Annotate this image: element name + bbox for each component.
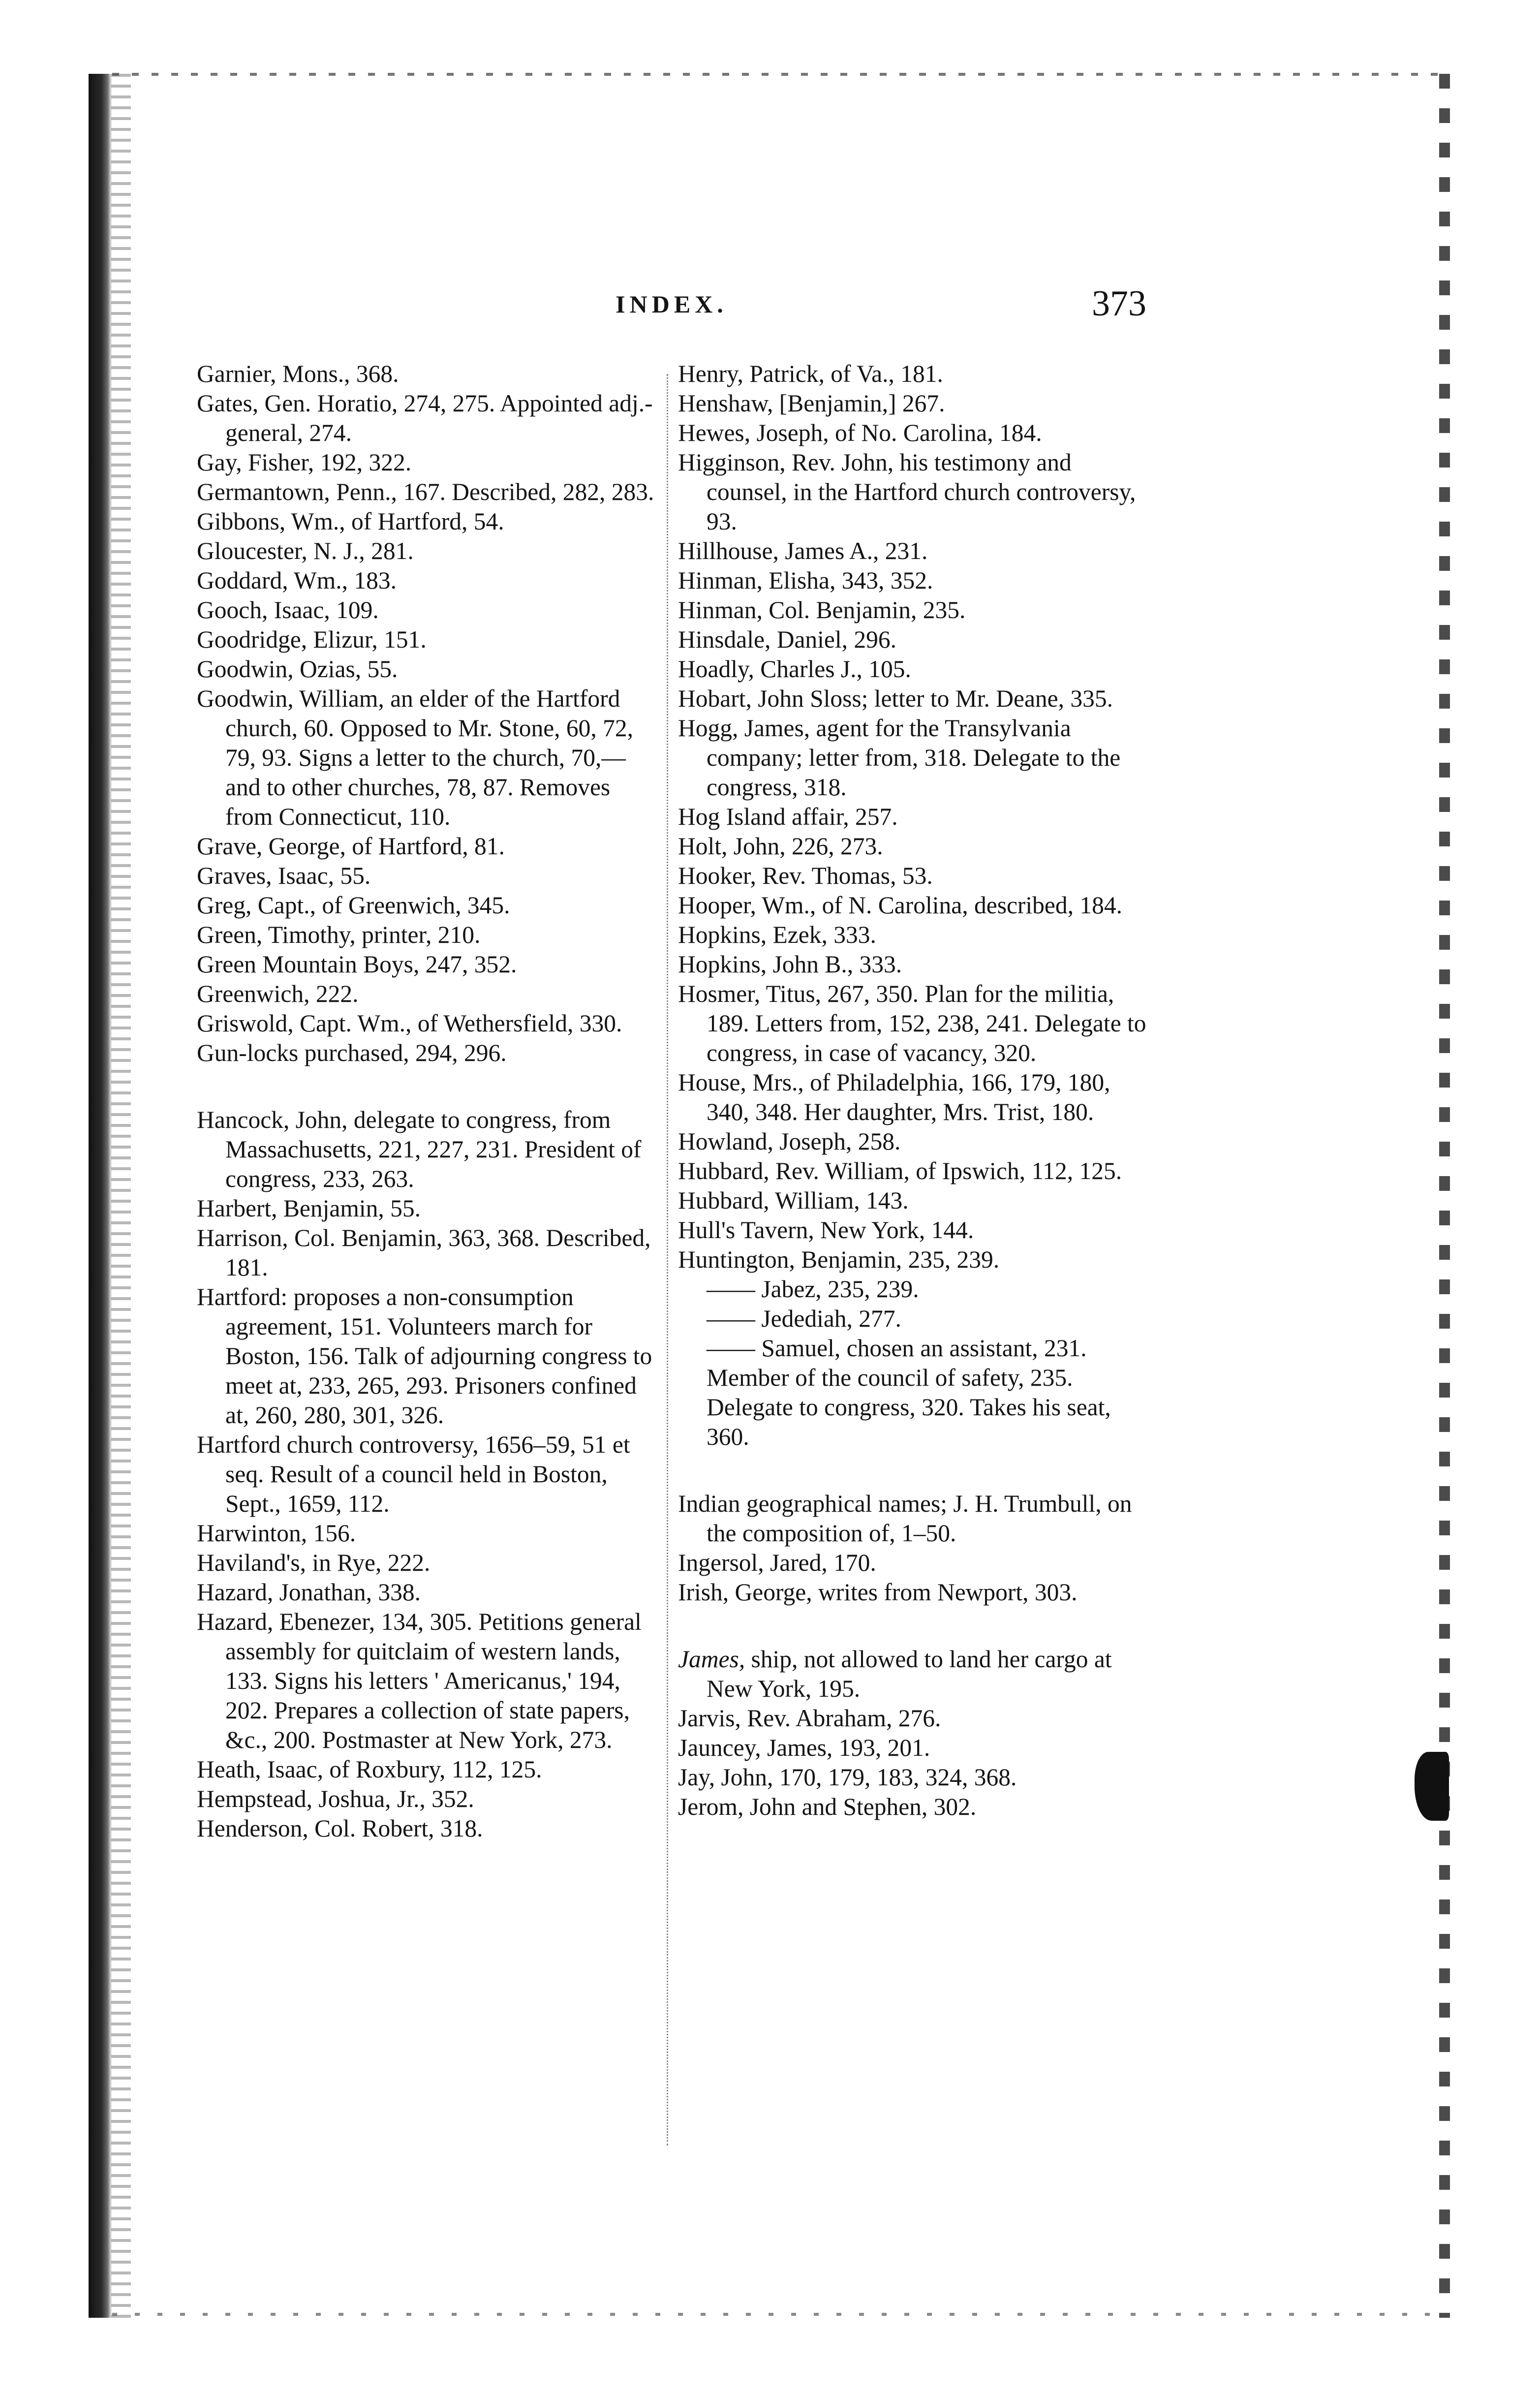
index-column-left [197,359,657,1843]
index-entry: Harbert, Benjamin, 55. [197,1195,421,1222]
index-entry: Howland, Joseph, 258. [678,1128,901,1155]
scan-binding-fray [111,74,131,2318]
index-entry: —— Jabez, 235, 239. [707,1276,919,1303]
index-entry: Hopkins, John B., 333. [678,951,902,978]
index-entry: Hobart, John Sloss; letter to Mr. Deane, 335. [678,685,1113,712]
scan-right-edge [1439,74,1450,2318]
index-entry: Hartford church controversy, 1656–59, 51 et seq. Result of a council held in Boston, Sept., 1659, 112. [197,1431,630,1517]
index-entry: Germantown, Penn., 167. Described, 282, 283. [197,478,654,505]
index-entry: Hazard, Jonathan, 338. [197,1579,421,1606]
index-entry: Hazard, Ebenezer, 134, 305. Petitions general assembly for quitclaim of western lands, 133. Signs his letters ' Americanus,' 194, 202. Prepares a collection of state papers, &c., 200. Postmaster at New York, 273. [197,1608,642,1753]
index-column-right [678,359,1150,1822]
index-entry: Jauncey, James, 193, 201. [678,1734,930,1761]
index-entry: Indian geographical names; J. H. Trumbull, on the composition of, 1–50. [678,1490,1132,1547]
ink-blot-mark [1415,1752,1449,1821]
index-entry: Grave, George, of Hartford, 81. [197,833,505,860]
index-entry: Gun-locks purchased, 294, 296. [197,1039,507,1066]
index-entry: Hopkins, Ezek, 333. [678,921,876,948]
index-entry: Harwinton, 156. [197,1520,356,1547]
index-entry-james [678,1645,1150,1704]
index-entry: Holt, John, 226, 273. [678,833,883,860]
index-entry: Green, Timothy, printer, 210. [197,921,481,948]
page-header [197,283,1146,327]
index-entry: Jay, John, 170, 179, 183, 324, 368. [678,1764,1017,1791]
index-entry: Garnier, Mons., 368. [197,360,399,387]
index-entry: Heath, Isaac, of Roxbury, 112, 125. [197,1756,542,1783]
index-entry: Hewes, Joseph, of No. Carolina, 184. [678,419,1042,446]
index-entry: Henderson, Col. Robert, 318. [197,1815,483,1842]
index-entry: Goodwin, Ozias, 55. [197,655,398,683]
index-entry: Greg, Capt., of Greenwich, 345. [197,892,510,919]
entry-italic-term: James, [678,1646,745,1673]
index-entry: Hubbard, William, 143. [678,1187,909,1214]
index-entry: Huntington, Benjamin, 235, 239. [678,1246,1000,1273]
index-entry: Hempstead, Joshua, Jr., 352. [197,1785,474,1812]
index-entry: Greenwich, 222. [197,980,359,1007]
index-entry: Hancock, John, delegate to congress, from Massachusetts, 221, 227, 231. President of congress, 233, 263. [197,1106,642,1192]
index-entry: Hoadly, Charles J., 105. [678,655,911,683]
index-entry: Hooker, Rev. Thomas, 53. [678,862,933,889]
index-entry: Green Mountain Boys, 247, 352. [197,951,517,978]
index-entry: —— Samuel, chosen an assistant, 231. Member of the council of safety, 235. Delegate to congress, 320. Takes his seat, 360. [707,1335,1111,1450]
index-entry: Goodridge, Elizur, 151. [197,626,427,653]
index-entry: Jerom, John and Stephen, 302. [678,1793,977,1820]
index-entry: Hosmer, Titus, 267, 350. Plan for the militia, 189. Letters from, 152, 238, 241. Delegate to congress, in case of vacancy, 320. [678,980,1146,1066]
index-entry: Gooch, Isaac, 109. [197,596,379,623]
scan-top-edge [112,73,1441,76]
index-entry: Goodwin, William, an elder of the Hartford church, 60. Opposed to Mr. Stone, 60, 72, 79, 93. Signs a letter to the church, 70,—and to other churches, 78, 87. Removes from Connecticut, 110. [197,685,634,830]
index-entry: Hogg, James, agent for the Transylvania company; letter from, 318. Delegate to the congress, 318. [678,715,1121,801]
index-entry: Goddard, Wm., 183. [197,567,397,594]
index-entry: Henry, Patrick, of Va., 181. [678,360,943,387]
index-entry: Haviland's, in Rye, 222. [197,1549,431,1576]
index-entry: —— Jedediah, 277. [707,1305,901,1332]
index-entry: Ingersol, Jared, 170. [678,1549,876,1576]
page-number: 373 [1092,283,1146,324]
index-entry: Gibbons, Wm., of Hartford, 54. [197,508,504,535]
column-divider [667,374,668,2146]
index-entry: Hubbard, Rev. William, of Ipswich, 112, 125. [678,1157,1122,1184]
index-entry: Hinman, Col. Benjamin, 235. [678,596,966,623]
index-entry: Gay, Fisher, 192, 322. [197,449,412,476]
running-head: INDEX. [616,290,728,318]
entry-text: ship, not allowed to land her cargo at New York, 195. [707,1646,1112,1702]
scan-binding-shadow [89,74,112,2318]
index-entry: Irish, George, writes from Newport, 303. [678,1579,1078,1606]
index-entry: Hartford: proposes a non-consumption agreement, 151. Volunteers march for Boston, 156. Talk of adjourning congress to meet at, 233, 265, 293. Prisoners confined at, 260, 280, 301, 326. [197,1283,652,1429]
index-entry: Higginson, Rev. John, his testimony and counsel, in the Hartford church controversy, 93. [678,449,1136,535]
index-entry: Hillhouse, James A., 231. [678,537,928,564]
index-entry: Harrison, Col. Benjamin, 363, 368. Described, 181. [197,1224,651,1281]
index-entry: House, Mrs., of Philadelphia, 166, 179, 180, 340, 348. Her daughter, Mrs. Trist, 180. [678,1069,1110,1125]
index-entry: Griswold, Capt. Wm., of Wethersfield, 330. [197,1010,622,1037]
index-entry: Hog Island affair, 257. [678,803,898,830]
index-entry: Hull's Tavern, New York, 144. [678,1216,974,1244]
index-entry: Hinsdale, Daniel, 296. [678,626,897,653]
index-entry: Hooper, Wm., of N. Carolina, described, 184. [678,892,1123,919]
index-entry: Hinman, Elisha, 343, 352. [678,567,933,594]
index-entry: Jarvis, Rev. Abraham, 276. [678,1705,941,1732]
index-entry: Henshaw, [Benjamin,] 267. [678,390,945,417]
scan-bottom-edge [112,2313,1441,2316]
index-entry: Graves, Isaac, 55. [197,862,371,889]
index-entry: Gloucester, N. J., 281. [197,537,414,564]
index-entry: Gates, Gen. Horatio, 274, 275. Appointed adj.-general, 274. [197,390,653,446]
